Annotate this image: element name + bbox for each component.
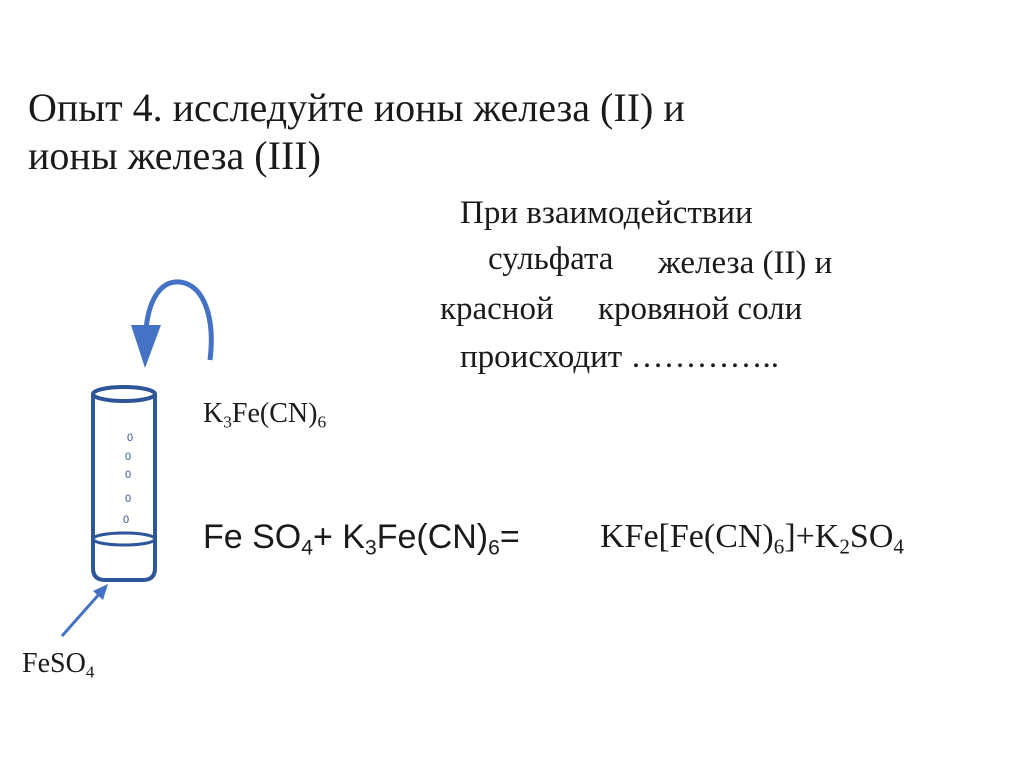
pointer-arrow-icon bbox=[62, 584, 108, 636]
title-line-1: Опыт 4. исследуйте ионы железа (II) и bbox=[28, 85, 685, 130]
bubble: 0 bbox=[127, 432, 134, 444]
title-line-2: ионы железа (III) bbox=[28, 133, 321, 178]
description-line-2a: сульфата bbox=[488, 241, 614, 277]
bubble: 0 bbox=[125, 451, 132, 463]
tube-label: FeSO$_4$ bbox=[22, 648, 95, 682]
description-line-4: происходит ………….. bbox=[460, 339, 779, 375]
bubble: 0 bbox=[125, 493, 132, 505]
description-line-1: При взаимодействии bbox=[460, 195, 753, 231]
test-tube-icon bbox=[93, 387, 155, 580]
equation-right: $KFe[Fe(CN)_6]+K_2SO_4$ bbox=[600, 518, 904, 559]
reagent-label: $K_3Fe(CN)_6$ bbox=[203, 398, 327, 432]
description-line-3b: кровяной соли bbox=[598, 291, 803, 327]
bubble: 0 bbox=[125, 469, 132, 481]
description-line-2b: железа (II) и bbox=[658, 245, 833, 281]
curved-arrow-icon bbox=[131, 282, 211, 368]
equation-left: Fe $SO_4+ K_3Fe(CN)_6=$ bbox=[203, 518, 520, 560]
description-line-3a: красной bbox=[440, 291, 554, 327]
bubbles bbox=[123, 432, 133, 526]
bubble: 0 bbox=[123, 514, 130, 526]
